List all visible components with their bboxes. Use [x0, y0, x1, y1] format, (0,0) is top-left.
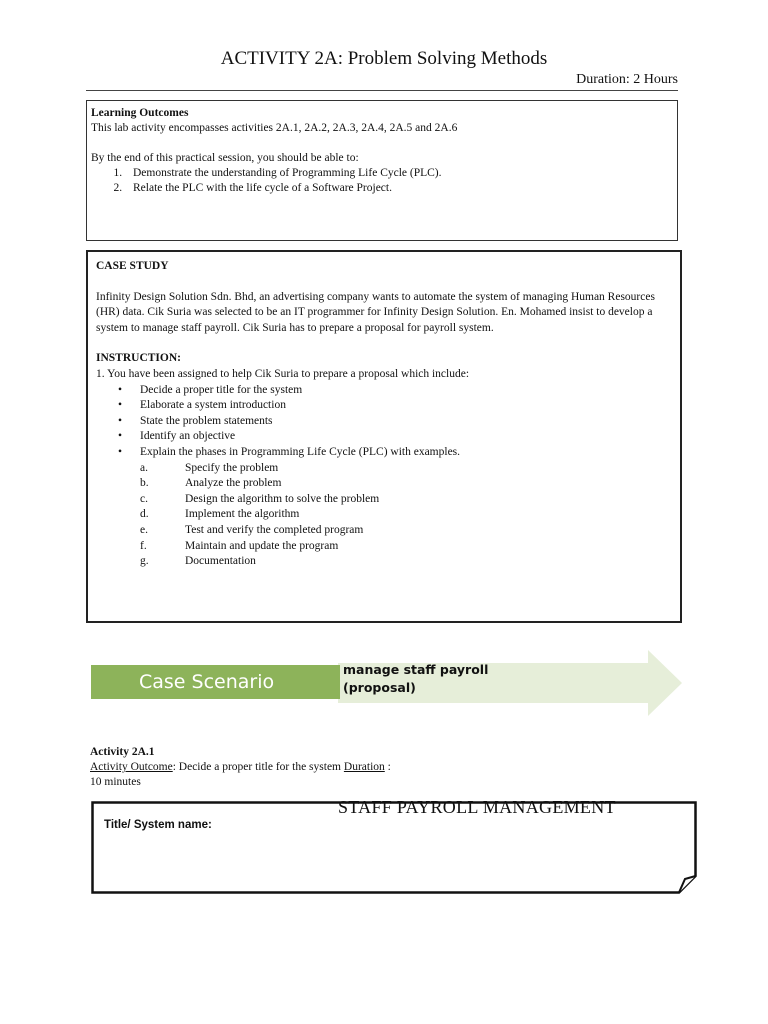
bullet-item: • Decide a proper title for the system — [140, 383, 672, 399]
phase-item — [140, 523, 672, 539]
learning-outcomes-intro: This lab activity encompasses activities 2A.1, 2A.2, 2A.3, 2A.4, 2A.5 and 2A.6 — [91, 122, 458, 134]
activity-outcome-label: Activity Outcome — [90, 761, 173, 773]
instruction-bullets — [96, 383, 672, 461]
phase-letter: d. — [140, 508, 149, 521]
plc-phase-list — [96, 461, 672, 570]
phase-letter: c. — [140, 492, 148, 505]
case-study-body: Infinity Design Solution Sdn. Bhd, an advertising company wants to automate the system of managing Human Resources (HR) data. Cik Suria was selected to be an IT programmer for Infinity Design Solution. En. Mohamed insist to develop a system to manage staff payroll. Cik Suria has to prepare a proposal for payroll system. — [96, 290, 655, 334]
phase-text: Specify the problem — [185, 461, 279, 474]
learning-outcomes-lead: By the end of this practical session, you should be able to: — [91, 152, 359, 164]
phase-item — [140, 492, 672, 508]
learning-outcomes-list — [91, 166, 673, 196]
page-title: ACTIVITY 2A: Problem Solving Methods — [220, 48, 548, 69]
phase-letter: f. — [140, 539, 147, 552]
learning-outcomes-heading: Learning Outcomes — [91, 107, 189, 119]
bullet-item: • Elaborate a system introduction — [140, 398, 672, 414]
activity-outcome — [90, 760, 450, 775]
phase-letter: b. — [140, 477, 149, 490]
phase-letter: a. — [140, 461, 148, 474]
phase-item — [140, 461, 672, 477]
duration-label: Duration: 2 Hours — [576, 72, 678, 87]
phase-text: Maintain and update the program — [185, 539, 339, 552]
instruction-text: 1. You have been assigned to help Cik Suria to prepare a proposal which include: — [96, 367, 470, 380]
activity-duration-value: 10 minutes — [90, 776, 141, 788]
activity-section — [90, 745, 450, 790]
title-field-label: Title/ System name: — [104, 819, 212, 831]
case-study-box — [86, 250, 682, 623]
case-scenario-label: Case Scenario — [91, 665, 340, 699]
scenario-line: manage staff payroll — [343, 662, 489, 677]
phase-text: Test and verify the completed program — [185, 523, 364, 536]
instruction-heading: INSTRUCTION: — [96, 352, 181, 365]
outcome-item: 2. Relate the PLC with the life cycle of a Software Project. — [125, 181, 673, 196]
phase-letter: g. — [140, 555, 149, 568]
bullet-item: • State the problem statements — [140, 414, 672, 430]
activity-duration-sep: : — [384, 761, 391, 773]
phase-letter: e. — [140, 523, 148, 536]
phase-text: Documentation — [185, 555, 256, 568]
phase-item — [140, 507, 672, 523]
scenario-description — [343, 661, 488, 697]
case-study-heading: CASE STUDY — [96, 260, 169, 272]
phase-item — [140, 554, 672, 570]
phase-item — [140, 476, 672, 492]
header-divider — [86, 90, 678, 91]
learning-outcomes-box — [86, 100, 678, 241]
activity-heading: Activity 2A.1 — [90, 746, 155, 758]
phase-text: Design the algorithm to solve the problem — [185, 492, 380, 505]
scenario-line: (proposal) — [343, 680, 416, 695]
phase-text: Analyze the problem — [185, 477, 282, 490]
bullet-item: • Identify an objective — [140, 429, 672, 445]
bullet-item: • Explain the phases in Programming Life Cycle (PLC) with examples. — [140, 445, 672, 461]
title-field-value[interactable]: STAFF PAYROLL MANAGEMENT — [338, 797, 616, 817]
outcome-item: 1. Demonstrate the understanding of Programming Life Cycle (PLC). — [125, 166, 673, 181]
phase-text: Implement the algorithm — [185, 508, 300, 521]
activity-duration-label: Duration — [343, 761, 385, 773]
phase-item — [140, 539, 672, 555]
activity-outcome-text: : Decide a proper title for the system — [172, 761, 344, 773]
